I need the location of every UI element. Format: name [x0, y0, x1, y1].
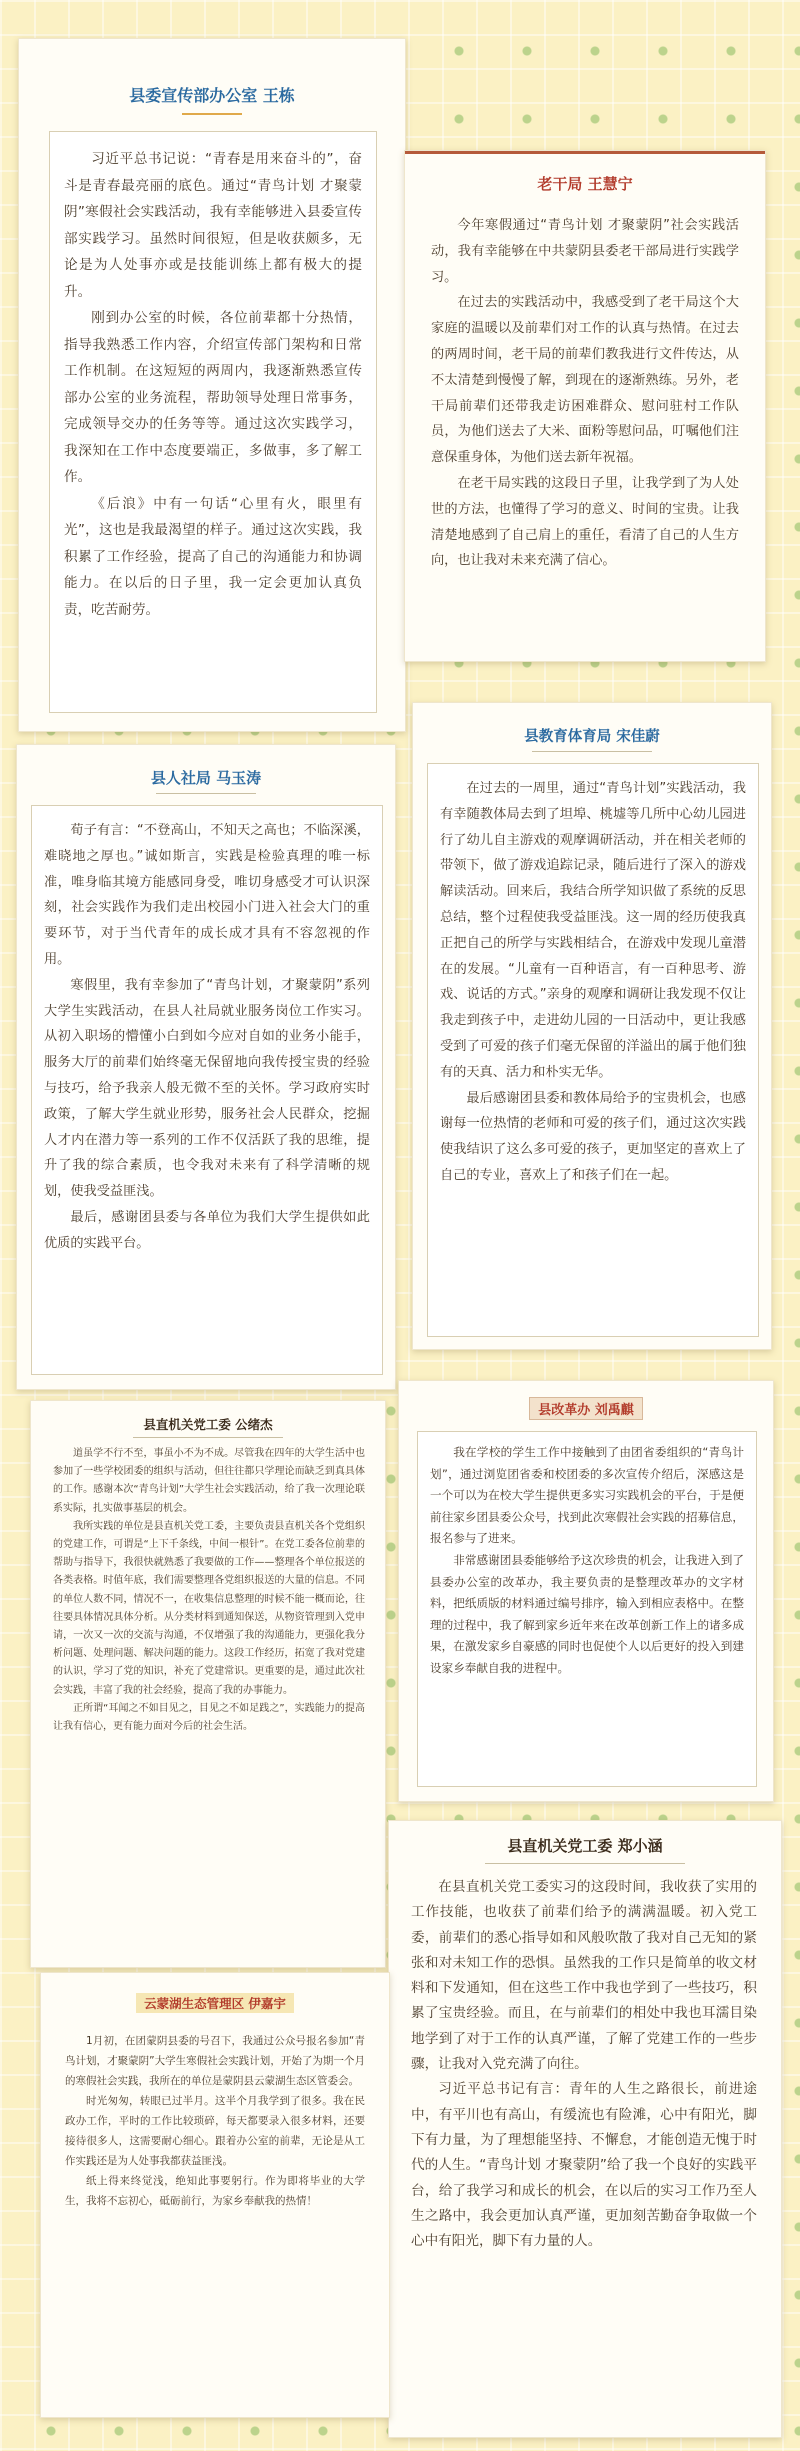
- paragraph: 在过去的一周里，通过“青鸟计划”实践活动，我有幸随教体局去到了坦埠、桃墟等几所中心幼儿园进行了幼儿自主游戏的观摩调研活动，并在相关老师的带领下，做了游戏追踪记录，随后进行了深入的游戏解读活动。回来后，我结合所学知识做了系统的反思总结，整个过程使我受益匪浅。这一周的经历使我真正把自己的所学与实践相结合，在游戏中发现儿童潜在的发展。“儿童有一百种语言，有一百种思考、游戏、说话的方式。”亲身的观摩和调研让我发现不仅让我走到孩子中，走进幼儿园的一日活动中，更让我感受到了可爱的孩子们毫无保留的洋溢出的属于他们独有的天真、活力和朴实无华。: [440, 781, 746, 1080]
- card-body: [440, 776, 746, 1189]
- card-title: [399, 1397, 773, 1420]
- card-wangdong: [18, 38, 406, 732]
- card-body-frame: [31, 805, 383, 1375]
- card-body: [53, 1445, 365, 1736]
- paragraph: 《后浪》中有一句话“心里有火，眼里有光”，这也是我最渴望的样子。通过这次实践，我积累了工作经验，提高了自己的沟通能力和协调能力。在以后的日子里，我一定会更加认真负责，吃苦耐劳。: [64, 495, 362, 618]
- paragraph: 今年寒假通过“青鸟计划 才聚蒙阴”社会实践活动，我有幸能够在中共蒙阴县委老干部局进行实践学习。: [431, 218, 739, 285]
- paragraph: 最后感谢团县委和教体局给予的宝贵机会，也感谢每一位热情的老师和可爱的孩子们，通过这次实践使我结识了这么多可爱的孩子，更加坚定的喜欢上了自己的专业，喜欢上了和孩子们在一起。: [440, 1090, 746, 1183]
- paragraph: 1月初，在团蒙阴县委的号召下，我通过公众号报名参加“青鸟计划，才聚蒙阴”大学生寒假社会实践计划，开始了为期一个月的寒假社会实践，我所在的单位是蒙阴县云蒙湖生态区管委会。: [65, 2035, 365, 2087]
- card-yijiayu: [40, 1972, 390, 2418]
- card-mayutao: [16, 744, 396, 1390]
- title-bar: [405, 151, 765, 154]
- title-highlight: 云蒙湖生态管理区 伊嘉宇: [136, 1993, 294, 2013]
- card-songjiawei: [412, 702, 772, 1350]
- paragraph: 非常感谢团县委能够给予这次珍贵的机会，让我进入到了县委办公室的改革办，我主要负责的是整理改革办的文字材料，把纸质版的材料通过编号排序，输入到相应表格中。在整理的过程中，我了解到家乡近年来在改革创新工作上的诸多成果，在激发家乡自豪感的同时也促使个人以后更好的投入到建设家乡奉献自我的进程中。: [430, 1552, 744, 1675]
- card-title: 老干局 王慧宁: [537, 175, 633, 193]
- card-body: [430, 1442, 744, 1680]
- card-gongxujie: [30, 1400, 386, 1968]
- title-highlight: 县改革办 刘禹麒: [529, 1397, 643, 1420]
- paragraph: 在老干局实践的这段日子里，让我学到了为人处世的方法，也懂得了学习的意义、时间的宝贵。让我清楚地感到了自己肩上的重任，看清了自己的人生方向，也让我对未来充满了信心。: [431, 475, 739, 569]
- paragraph: 荀子有言：“不登高山，不知天之高也；不临深溪，难晓地之厚也。”诚如斯言，实践是检验真理的唯一标准，唯身临其境方能感同身受，唯切身感受才可认识深刻，社会实践作为我们走出校园小门进入社会大门的重要环节，对于当代青年的成长成才具有不容忽视的作用。: [44, 823, 370, 967]
- title-underline: [156, 793, 256, 794]
- card-body: [64, 146, 362, 623]
- paragraph: 习近平总书记有言：青年的人生之路很长，前进途中，有平川也有高山，有缓流也有险滩，心中有阳光，脚下有力量，为了理想能坚持、不懈怠，才能创造无愧于时代的人生。“青鸟计划 才聚蒙阴”给了我一个良好的实践平台，给了我学习和成长的机会，在以后的实习工作乃至人生之路中，我会更加认真严谨，更加刻苦勤奋争取做一个心中有阳光，脚下有力量的人。: [411, 2081, 757, 2250]
- paragraph: 正所谓“耳闻之不如目见之，目见之不如足践之”，实践能力的提高让我有信心，更有能力面对今后的社会生活。: [53, 1702, 365, 1733]
- card-title: 县直机关党工委 郑小涵: [507, 1837, 663, 1855]
- card-title: [41, 1993, 389, 2013]
- card-title: 县人社局 马玉涛: [150, 769, 262, 787]
- card-body-frame: [417, 1431, 757, 1787]
- paragraph: 习近平总书记说：“青春是用来奋斗的”，奋斗是青春最亮丽的底色。通过“青鸟计划 才聚蒙阴”寒假社会实践活动，我有幸能够进入县委宣传部实践学习。虽然时间很短，但是收获颇多，无论是为人处事亦或是技能训练上都有极大的提升。: [64, 151, 362, 300]
- card-body: [65, 2031, 365, 2211]
- title-underline: [532, 751, 652, 752]
- card-title: 县直机关党工委 公绪杰: [143, 1417, 273, 1432]
- paragraph: 纸上得来终觉浅，绝知此事要躬行。作为即将毕业的大学生，我将不忘初心，砥砺前行，为家乡奉献我的热情！: [65, 2175, 365, 2207]
- title-underline: [182, 113, 242, 115]
- title-underline: [133, 1437, 283, 1438]
- card-body-frame: [427, 763, 759, 1337]
- card-body-frame: [49, 131, 377, 713]
- card-body: [411, 1875, 757, 2254]
- paragraph: 寒假里，我有幸参加了“青鸟计划，才聚蒙阴”系列大学生实践活动，在县人社局就业服务岗位工作实习。从初入职场的懵懂小白到如今应对自如的业务小能手，服务大厅的前辈们始终毫无保留地向我传授宝贵的经验与技巧，给予我亲人般无微不至的关怀。学习政府实时政策，了解大学生就业形势，服务社会人民群众，挖掘人才内在潜力等一系列的工作不仅活跃了我的思维，提升了我的综合素质，也令我对未来有了科学清晰的规划，使我受益匪浅。: [44, 977, 370, 1200]
- card-wanghuining: [404, 150, 766, 662]
- paragraph: 时光匆匆，转眼已过半月。这半个月我学到了很多。我在民政办工作，平时的工作比较琐碎，每天都要录入很多材料，还要接待很多人，这需要耐心细心。跟着办公室的前辈，无论是从工作实践还是为人处事我都获益匪浅。: [65, 2095, 365, 2167]
- paragraph: 最后，感谢团县委与各单位为我们大学生提供如此优质的实践平台。: [44, 1209, 370, 1251]
- paragraph: 刚到办公室的时候，各位前辈都十分热情，指导我熟悉工作内容，介绍宣传部门架构和日常工作机制。在这短短的两周内，我逐渐熟悉宣传部办公室的业务流程，帮助领导处理日常事务，完成领导交办的任务等等。通过这次实践学习，我深知在工作中态度要端正，多做事，多了解工作。: [64, 310, 362, 485]
- paragraph: 我在学校的学生工作中接触到了由团省委组织的“青鸟计划”，通过浏览团省委和校团委的多次宣传介绍后，深感这是一个可以为在校大学生提供更多实习实践机会的平台，于是便前往家乡团县委公众号，找到此次寒假社会实践的招募信息，报名参与了进来。: [430, 1445, 744, 1546]
- paragraph: 在县直机关党工委实习的这段时间，我收获了实用的工作技能，也收获了前辈们给予的满满温暖。初入党工委，前辈们的悉心指导如和风般吹散了我对自己无知的紧张和对未知工作的恐惧。虽然我的工作只是简单的收文材料和下发通知，但在这些工作中我也学到了一些技巧，积累了宝贵经验。而且，在与前辈们的相处中我也耳濡目染地学到了对于工作的认真严谨，了解了党建工作的一些步骤，让我对入党充满了向往。: [411, 1879, 757, 2073]
- paragraph: 我所实践的单位是县直机关党工委，主要负责县直机关各个党组织的党建工作，可谓是“上下千条线，中间一根针”。在党工委各位前辈的帮助与指导下，我很快就熟悉了我要做的工作——整理各个单位报送的各类表格。时值年底，我们需要整理各党组织报送的大量的信息。不同的单位人数不同，情况不一，在收集信息整理的时候不能一概而论，往往要具体情况具体分析。从分类材料到通知保送，从物资管理到入党申请，一次又一次的交流与沟通，不仅增强了我的沟通能力，更强化我分析问题、处理问题、解决问题的能力。这段工作经历，拓宽了我对党建的认识，学习了党的知识，补充了党建常识。更重要的是，通过此次社会实践，丰富了我的社会经验，提高了我的办事能力。: [53, 1520, 365, 1696]
- card-title: 县委宣传部办公室 王栋: [129, 86, 295, 105]
- card-liuyuqi: [398, 1380, 774, 1802]
- title-underline: [485, 1863, 685, 1864]
- card-title: 县教育体育局 宋佳蔚: [524, 729, 660, 745]
- card-body: [431, 213, 739, 574]
- paragraph: 在过去的实践活动中，我感受到了老干局这个大家庭的温暖以及前辈们对工作的认真与热情。在过去的两周时间，老干局的前辈们教我进行文件传达，从不太清楚到慢慢了解，到现在的逐渐熟练。另外，老干局前辈们还带我走访困难群众、慰问驻村工作队员，为他们送去了大米、面粉等慰问品，叮嘱他们注意保重身体，为他们送去新年祝福。: [431, 295, 739, 466]
- card-zhengxiaohan: [388, 1820, 782, 2438]
- card-body: [44, 818, 370, 1257]
- paragraph: 道虽学不行不至，事虽小不为不成。尽管我在四年的大学生活中也参加了一些学校团委的组织与活动，但往往都只学理论而缺乏到真具体的工作。感谢本次“青鸟计划”大学生社会实践活动，给了我一次理论联系实际，扎实做事基层的机会。: [53, 1448, 365, 1514]
